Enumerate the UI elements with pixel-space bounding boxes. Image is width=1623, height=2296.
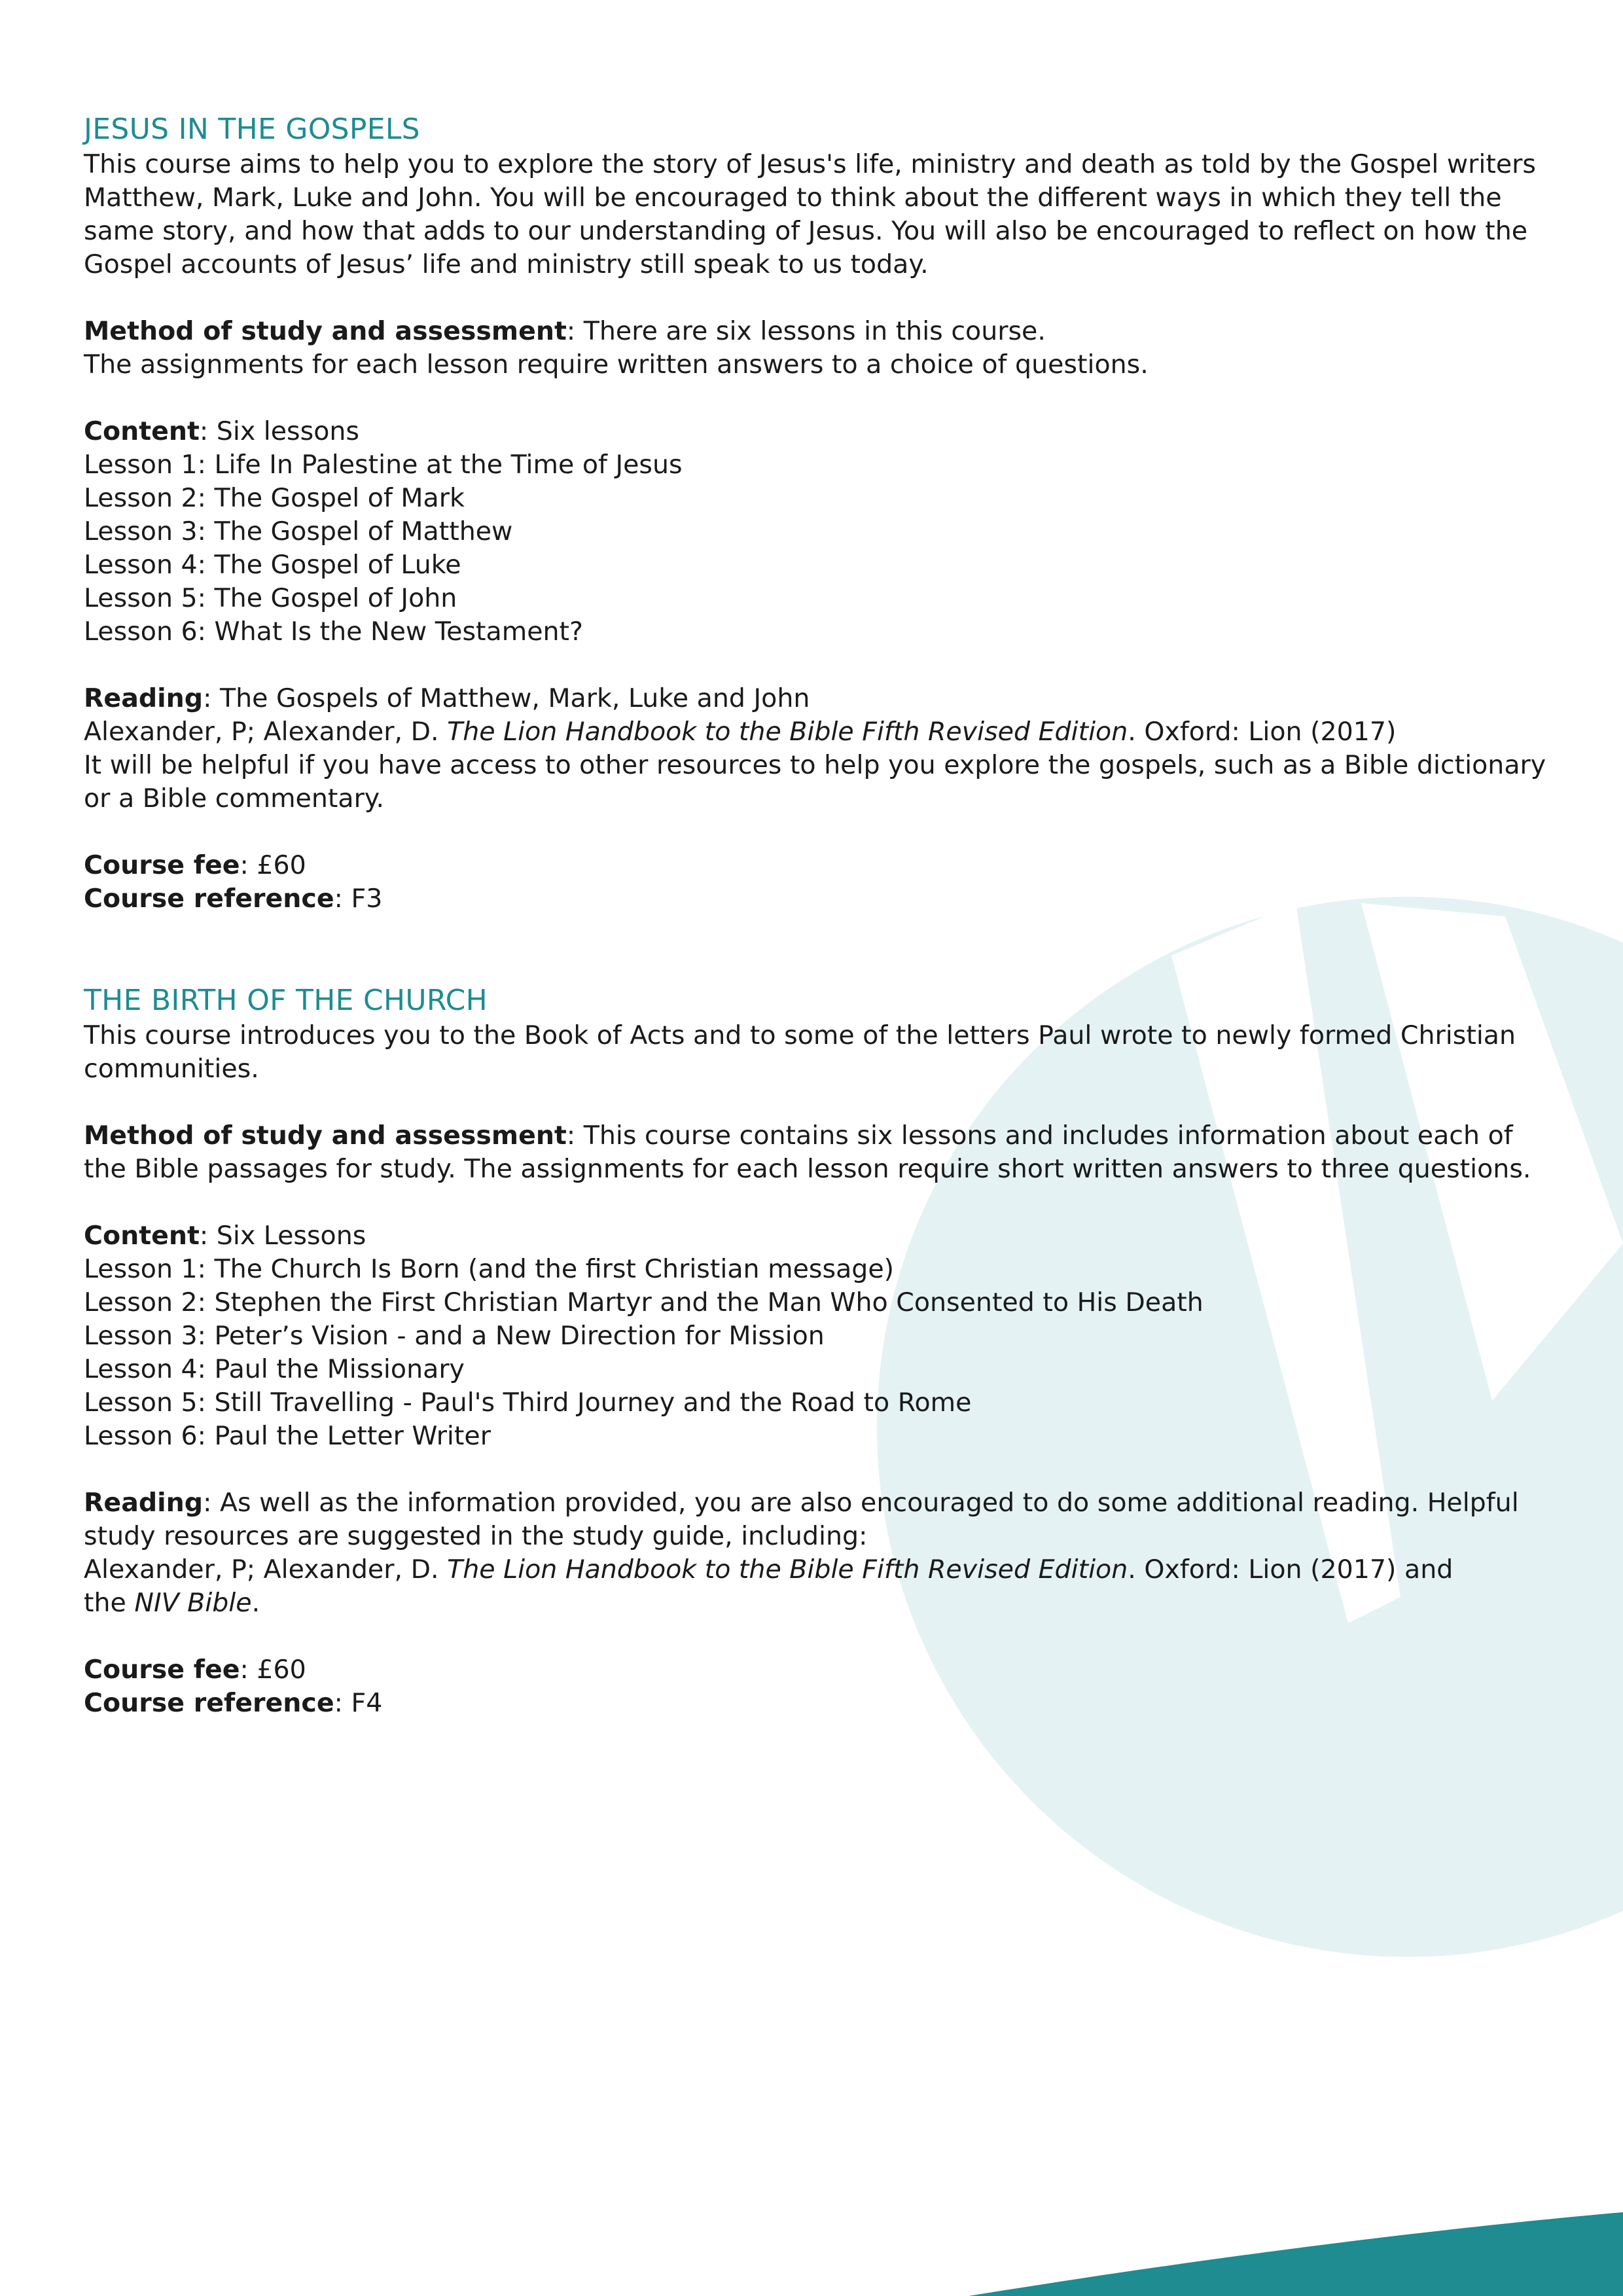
lesson-item: Lesson 6: Paul the Letter Writer <box>84 1421 491 1451</box>
reading-reference <box>84 1553 1556 1587</box>
reading <box>84 1486 1556 1553</box>
reference-label: Course reference <box>84 884 334 914</box>
lesson-item: Lesson 6: What Is the New Testament? <box>84 617 583 647</box>
course-title: THE BIRTH OF THE CHURCH <box>84 984 488 1017</box>
method-text-2: The assignments for each lesson require written answers to a choice of questions. <box>84 350 1149 380</box>
reference-2-post: . <box>251 1588 260 1618</box>
reading-label: Reading <box>84 1488 204 1518</box>
reading-text: : As well as the information provided, you are also encouraged to do some additional reading. Helpful study resources are suggested in the study guide, including: <box>84 1488 1519 1551</box>
reference-authors: Alexander, P; Alexander, D. <box>84 717 448 747</box>
reference-authors: Alexander, P; Alexander, D. <box>84 1554 448 1585</box>
course-fee <box>84 849 1556 882</box>
content-summary <box>84 415 1556 448</box>
method-label: Method of study and assessment <box>84 1121 567 1151</box>
reference-publisher: . Oxford: Lion (2017) and <box>1128 1554 1454 1585</box>
content-text: : Six lessons <box>199 416 359 446</box>
lesson-item: Lesson 5: The Gospel of John <box>84 583 457 613</box>
course-birth-of-the-church <box>84 982 1556 1720</box>
reference-2-title: NIV Bible <box>134 1588 252 1618</box>
fee-value: : £60 <box>240 1655 306 1685</box>
lesson-item: Lesson 5: Still Travelling - Paul's Third Journey and the Road to Rome <box>84 1388 972 1418</box>
course-reference <box>84 882 1556 916</box>
reading-label: Reading <box>84 683 204 713</box>
course-intro: This course introduces you to the Book of Acts and to some of the letters Paul wrote to newly formed Christian communities. <box>84 1020 1516 1084</box>
reference-value: : F4 <box>334 1688 383 1718</box>
lesson-item: Lesson 1: The Church Is Born (and the first Christian message) <box>84 1254 895 1284</box>
lesson-item: Lesson 3: The Gospel of Matthew <box>84 516 513 547</box>
reading-reference <box>84 715 1556 749</box>
course-reference <box>84 1687 1556 1720</box>
reference-2-pre: the <box>84 1588 135 1618</box>
fee-label: Course fee <box>84 1655 240 1685</box>
reading-text: : The Gospels of Matthew, Mark, Luke and John <box>203 683 810 713</box>
course-fee <box>84 1653 1556 1687</box>
lesson-item: Lesson 2: Stephen the First Christian Martyr and the Man Who Consented to His Death <box>84 1287 1204 1318</box>
method-text: : There are six lessons in this course. <box>566 316 1046 346</box>
lesson-item: Lesson 1: Life In Palestine at the Time of Jesus <box>84 450 683 480</box>
reference-label: Course reference <box>84 1688 334 1718</box>
content-label: Content <box>84 1221 200 1251</box>
method-label: Method of study and assessment <box>84 316 567 346</box>
course-jesus-in-the-gospels <box>84 111 1556 916</box>
fee-label: Course fee <box>84 850 240 880</box>
reading <box>84 682 1556 715</box>
content-label: Content <box>84 416 200 446</box>
reading-reference-2 <box>84 1587 1556 1620</box>
course-intro: This course aims to help you to explore the story of Jesus's life, ministry and death as told by the Gospel writers Matthew, Mark, Luke and John. You will be encouraged to think about the different ways in which they tell the same story, and how that adds to our understanding of Jesus. You will also be encouraged to reflect on how the Gospel accounts of Jesus’ life and ministry still speak to us today. <box>84 149 1537 279</box>
reading-note: It will be helpful if you have access to other resources to help you explore the gospels, such as a Bible dictionary or a Bible commentary. <box>84 750 1546 814</box>
method-text: : This course contains six lessons and includes information about each of the Bible passages for study. The assignments for each lesson require short written answers to three questions. <box>84 1121 1531 1184</box>
content-text: : Six Lessons <box>199 1221 366 1251</box>
reference-title: The Lion Handbook to the Bible Fifth Revised Edition <box>447 1554 1128 1585</box>
lesson-item: Lesson 3: Peter’s Vision - and a New Direction for Mission <box>84 1321 825 1351</box>
content-summary <box>84 1219 1556 1253</box>
lesson-item: Lesson 4: Paul the Missionary <box>84 1354 465 1384</box>
method-of-study <box>84 315 1556 348</box>
reference-publisher: . Oxford: Lion (2017) <box>1128 717 1397 747</box>
lesson-item: Lesson 2: The Gospel of Mark <box>84 483 465 513</box>
fee-value: : £60 <box>240 850 306 880</box>
lesson-item: Lesson 4: The Gospel of Luke <box>84 550 461 580</box>
course-title: JESUS IN THE GOSPELS <box>84 113 420 146</box>
method-of-study <box>84 1119 1556 1186</box>
page-content <box>84 111 1556 1720</box>
footer-swoosh <box>969 2212 1623 2296</box>
reference-title: The Lion Handbook to the Bible Fifth Revised Edition <box>447 717 1128 747</box>
reference-value: : F3 <box>334 884 383 914</box>
